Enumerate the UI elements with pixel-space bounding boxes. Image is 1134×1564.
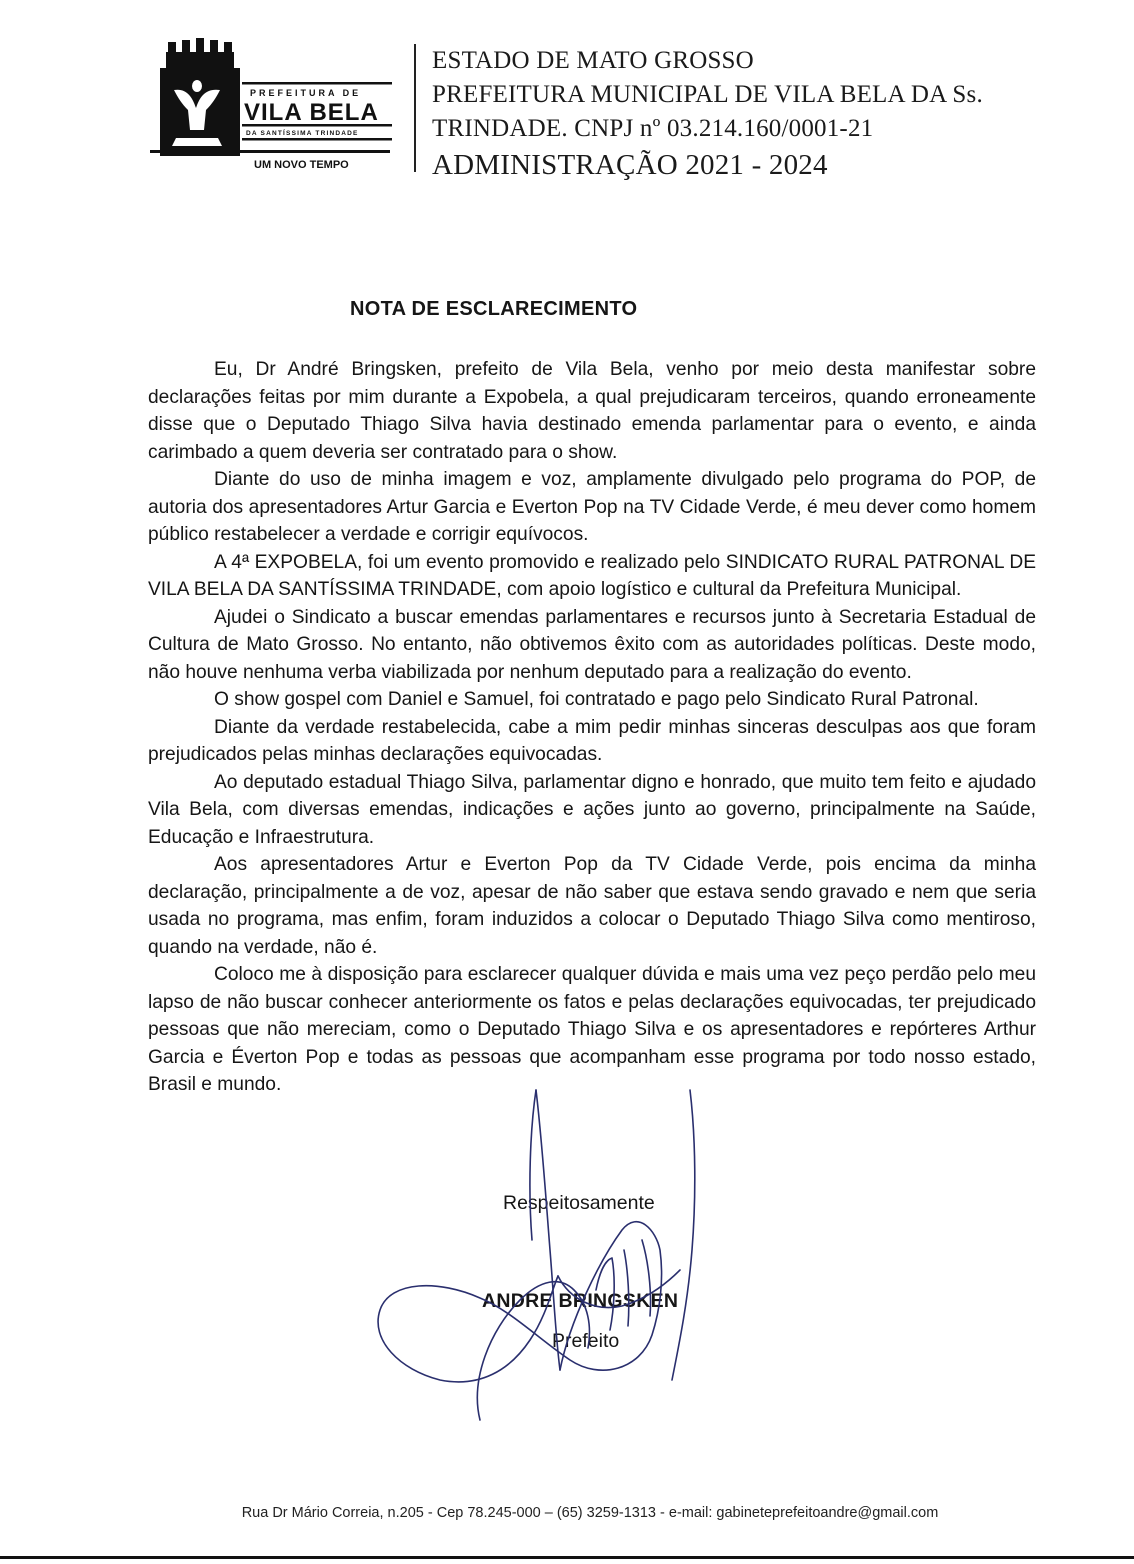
- body-paragraph: Ao deputado estadual Thiago Silva, parlamentar digno e honrado, que muito tem feito e ajudado Vila Bela, com diversas emendas, indicações e ações junto ao governo, principalmente na Saúde, Educação e Infraestrutura.: [148, 771, 1036, 848]
- logo-slogan: UM NOVO TEMPO: [254, 159, 349, 171]
- page-footer: Rua Dr Mário Correia, n.205 - Cep 78.245-000 – (65) 3259-1313 - e-mail: gabineteprefeitoandre@gmail.com: [241, 1505, 939, 1521]
- body-paragraph: O show gospel com Daniel e Samuel, foi contratado e pago pelo Sindicato Rural Patronal.: [214, 689, 979, 710]
- handwritten-signature: [360, 1080, 720, 1440]
- body-paragraph: Coloco me à disposição para esclarecer qualquer dúvida e mais uma vez peço perdão pelo meu lapso de não buscar conhecer anteriormente os fatos e pelas declarações equivocadas, ter prejudicado pessoas que não mereciam, como o Deputado Thiago Silva e os apresentadores e repórteres Arthur Garcia e Éverton Pop e todas as pessoas que acompanham esse programa por todo nosso estado, Brasil e mundo.: [148, 964, 1036, 1095]
- closing-salutation: Respeitosamente: [503, 1192, 655, 1214]
- letterhead-state: ESTADO DE MATO GROSSO: [432, 47, 754, 74]
- body-paragraph: Diante da verdade restabelecida, cabe a mim pedir minhas sinceras desculpas aos que foram prejudicados pelas minhas declarações equivocadas.: [148, 716, 1036, 765]
- logo-sub-text: DA SANTÍSSIMA TRINDADE: [246, 130, 359, 137]
- logo-top-text: PREFEITURA DE: [250, 88, 362, 98]
- footer-rule: [0, 1556, 1134, 1559]
- logo-name: VILA BELA: [244, 99, 379, 126]
- letterhead-cnpj: TRINDADE. CNPJ nº 03.214.160/0001-21: [432, 115, 874, 142]
- document-body: [148, 356, 1036, 1099]
- municipality-logo: [146, 38, 396, 180]
- letterhead: [432, 44, 983, 184]
- header-divider: [414, 44, 416, 172]
- body-paragraph: Ajudei o Sindicato a buscar emendas parlamentares e recursos junto à Secretaria Estadual de Cultura de Mato Grosso. No entanto, não obtivemos êxito com as autoridades políticas. Deste modo, não houve nenhuma verba viabilizada por nenhum deputado para a realização do evento.: [148, 606, 1036, 683]
- signer-role: Prefeito: [552, 1330, 620, 1352]
- letterhead-administration: ADMINISTRAÇÃO 2021 - 2024: [432, 149, 828, 181]
- body-paragraph: Diante do uso de minha imagem e voz, amplamente divulgado pelo programa do POP, de autoria dos apresentadores Artur Garcia e Everton Pop na TV Cidade Verde, é meu dever como homem público restabelecer a verdade e corrigir equívocos.: [148, 469, 1036, 545]
- body-paragraph: Aos apresentadores Artur e Everton Pop da TV Cidade Verde, pois encima da minha declaração, principalmente a de voz, apesar de não saber que estava sendo gravado e nem que seria usada no programa, mas enfim, foram induzidos a colocar o Deputado Thiago Silva como mentiroso, quando na verdade, não é.: [148, 854, 1036, 958]
- body-paragraph: Eu, Dr André Bringsken, prefeito de Vila Bela, venho por meio desta manifestar sobre declarações feitas por mim durante a Expobela, a qual prejudicaram terceiros, quando erroneamente disse que o Deputado Thiago Silva havia destinado emenda parlamentar para o evento, e ainda carimbado a quem deveria ser contratado para o show.: [148, 359, 1036, 463]
- body-paragraph: A 4ª EXPOBELA, foi um evento promovido e realizado pelo SINDICATO RURAL PATRONAL DE VILA BELA DA SANTÍSSIMA TRINDADE, com apoio logístico e cultural da Prefeitura Municipal.: [148, 551, 1036, 600]
- document-title: NOTA DE ESCLARECIMENTO: [350, 298, 638, 320]
- signer-name: ANDRE BRINGSKEN: [482, 1290, 679, 1312]
- letterhead-prefecture: PREFEITURA MUNICIPAL DE VILA BELA DA Ss.: [432, 81, 983, 108]
